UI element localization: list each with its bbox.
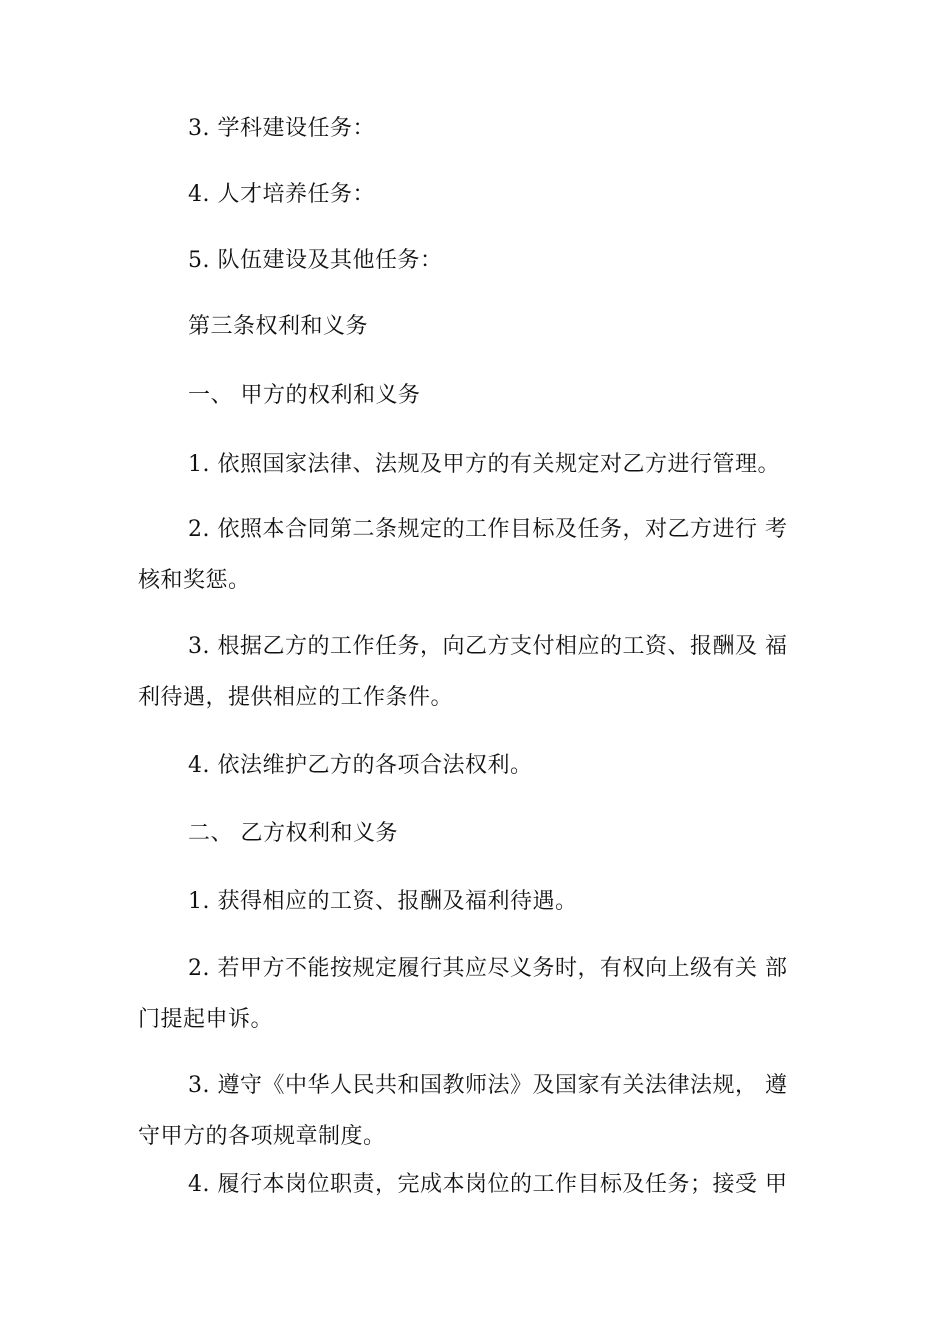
list-item-team-task: 5. 队伍建设及其他任务： [188,248,443,273]
article-heading: 第三条权利和义务 [188,314,369,339]
party-b-clause-1: 1. 获得相应的工资、报酬及福利待遇。 [188,889,578,914]
party-b-clause-4: 4. 履行本岗位职责，完成本岗位的工作目标及任务；接受 甲 [188,1172,788,1197]
list-item-talent-task: 4. 人才培养任务： [188,182,375,207]
party-b-clause-2: 2. 若甲方不能按规定履行其应尽义务时，有权向上级有关 部 [188,956,788,981]
section-heading-party-a: 一、 甲方的权利和义务 [188,383,421,408]
party-a-clause-3: 3. 根据乙方的工作任务，向乙方支付相应的工资、报酬及 福 [188,634,788,659]
party-a-clause-2-cont: 核和奖惩。 [138,568,251,593]
party-a-clause-4: 4. 依法维护乙方的各项合法权利。 [188,753,533,778]
party-a-clause-2: 2. 依照本合同第二条规定的工作目标及任务，对乙方进行 考 [188,517,788,542]
list-item-discipline-task: 3. 学科建设任务： [188,116,375,141]
party-b-clause-2-cont: 门提起申诉。 [138,1007,274,1032]
section-heading-party-b: 二、 乙方权利和义务 [188,821,398,846]
party-a-clause-3-cont: 利待遇，提供相应的工作条件。 [138,685,454,710]
party-a-clause-1: 1. 依照国家法律、法规及甲方的有关规定对乙方进行管理。 [188,452,780,477]
party-b-clause-3: 3. 遵守《中华人民共和国教师法》及国家有关法律法规， 遵 [188,1073,788,1098]
party-b-clause-3-cont: 守甲方的各项规章制度。 [138,1124,386,1149]
